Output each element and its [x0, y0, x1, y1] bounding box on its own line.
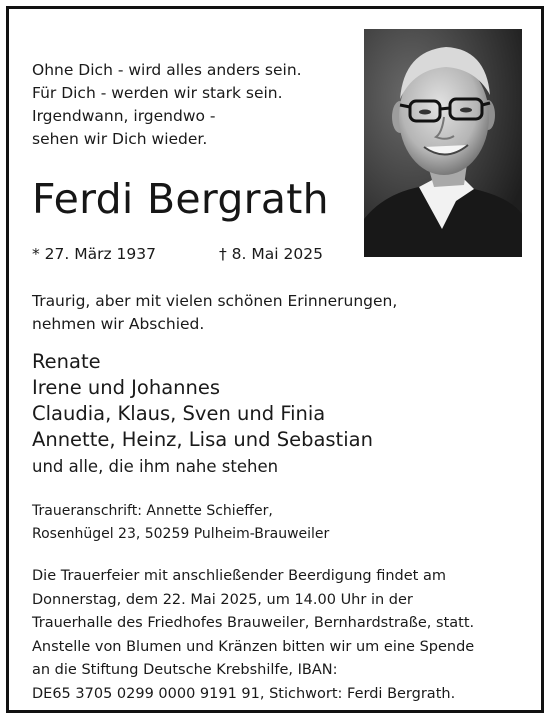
deceased-name: Ferdi Bergrath — [32, 175, 329, 223]
notice-line: Anstelle von Blumen und Kränzen bitten wir um eine Spende — [32, 638, 475, 655]
mourning-address — [32, 500, 329, 546]
death-date: † 8. Mai 2025 — [219, 245, 323, 263]
family-member: Annette, Heinz, Lisa und Sebastian — [32, 428, 373, 451]
birth-date: * 27. März 1937 — [32, 245, 157, 263]
notice-line: Trauerhalle des Friedhofes Brauweiler, Bernhardstraße, statt. — [32, 615, 475, 631]
address-line: Traueranschrift: Annette Schieffer, — [32, 503, 273, 519]
funeral-notice — [32, 565, 474, 706]
intro-line: Traurig, aber mit vielen schönen Erinnerungen, — [32, 292, 398, 310]
notice-line: an die Stiftung Deutsche Krebshilfe, IBAN: — [32, 662, 338, 678]
poem-line: sehen wir Dich wieder. — [32, 130, 208, 148]
notice-line: DE65 3705 0299 0000 9191 91, Stichwort: Ferdi Bergrath. — [32, 685, 456, 702]
poem-line: Irgendwann, irgendwo - — [32, 107, 216, 125]
portrait-illustration — [364, 29, 522, 257]
intro-text — [32, 290, 397, 336]
intro-line: nehmen wir Abschied. — [32, 315, 205, 333]
family-list — [32, 349, 373, 453]
family-member: Claudia, Klaus, Sven und Finia — [32, 402, 326, 425]
notice-line: Donnerstag, dem 22. Mai 2025, um 14.00 Uhr in der — [32, 591, 413, 608]
address-line: Rosenhügel 23, 50259 Pulheim-Brauweiler — [32, 526, 330, 542]
family-member: Irene und Johannes — [32, 376, 221, 399]
poem-line: Ohne Dich - wird alles anders sein. — [32, 61, 302, 79]
family-member: Renate — [32, 350, 101, 373]
notice-line: Die Trauerfeier mit anschließender Beerdigung findet am — [32, 568, 446, 584]
poem — [32, 59, 302, 151]
others-line: und alle, die ihm nahe stehen — [32, 457, 279, 476]
portrait-photo — [364, 29, 522, 257]
poem-line: Für Dich - werden wir stark sein. — [32, 84, 283, 102]
